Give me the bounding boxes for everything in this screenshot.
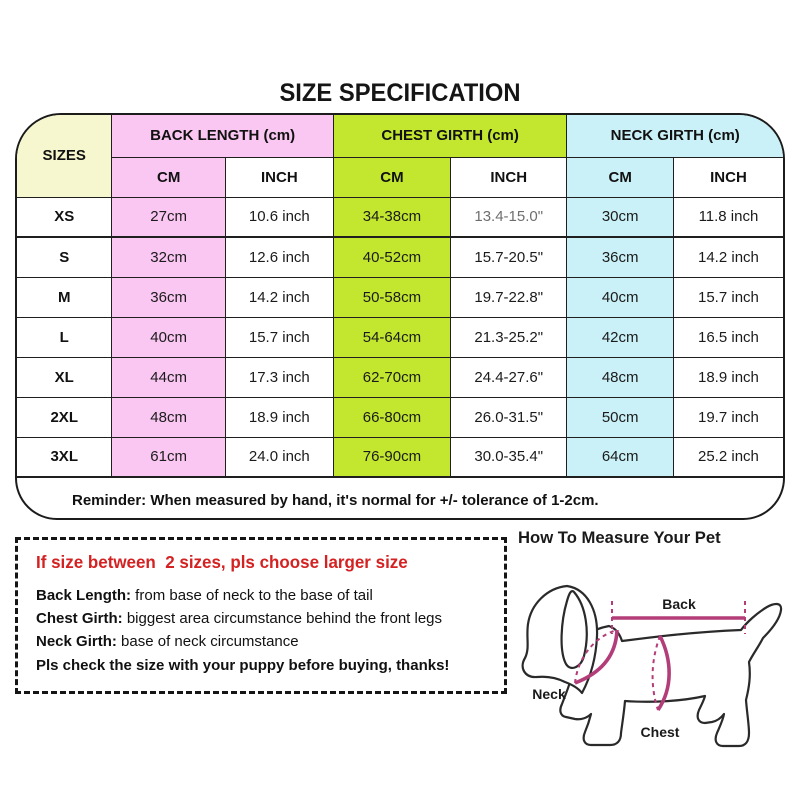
table-row-xl: [17, 357, 783, 397]
value-cell: 40-52cm: [333, 237, 450, 277]
chest-label: Chest: [640, 724, 680, 740]
measure-guide-title: How To Measure Your Pet: [518, 528, 721, 547]
back-cm-subheader: CM: [112, 157, 225, 197]
value-cell: 17.3 inch: [225, 357, 333, 397]
value-cell: 44cm: [112, 357, 225, 397]
value-cell: 18.9 inch: [225, 397, 333, 437]
value-cell: 48cm: [567, 357, 673, 397]
page-title: SIZE SPECIFICATION: [279, 79, 521, 107]
size-cell: S: [17, 237, 112, 277]
neck-label: Neck: [532, 686, 566, 702]
neck-girth-header-cell: NECK GIRTH (cm): [567, 115, 783, 157]
definition-desc: base of neck circumstance: [116, 633, 299, 650]
value-cell: 61cm: [112, 437, 225, 477]
sizing-note-box: [15, 537, 507, 694]
reminder-row: [17, 477, 783, 520]
value-cell: 14.2 inch: [673, 237, 783, 277]
table-group-header-row: [17, 115, 783, 157]
value-cell: 13.4-15.0": [451, 197, 567, 237]
reminder-text: Reminder: When measured by hand, it's normal for +/- tolerance of 1-2cm.: [17, 477, 783, 520]
back-label: Back: [662, 596, 696, 612]
value-cell: 36cm: [567, 237, 673, 277]
value-cell: 32cm: [112, 237, 225, 277]
neck-girth-definition: [36, 630, 488, 653]
value-cell: 36cm: [112, 277, 225, 317]
back-length-header-cell: BACK LENGTH (cm): [112, 115, 333, 157]
value-cell: 18.9 inch: [673, 357, 783, 397]
value-cell: 64cm: [567, 437, 673, 477]
size-table-container: [15, 113, 785, 520]
value-cell: 48cm: [112, 397, 225, 437]
size-table: [17, 115, 783, 520]
value-cell: 10.6 inch: [225, 197, 333, 237]
value-cell: 54-64cm: [333, 317, 450, 357]
value-cell: 27cm: [112, 197, 225, 237]
value-cell: 40cm: [112, 317, 225, 357]
size-cell: M: [17, 277, 112, 317]
value-cell: 19.7-22.8": [451, 277, 567, 317]
value-cell: 21.3-25.2": [451, 317, 567, 357]
value-cell: 11.8 inch: [673, 197, 783, 237]
definition-term: Chest Girth:: [36, 610, 123, 627]
back-inch-subheader: INCH: [225, 157, 333, 197]
value-cell: 15.7-20.5": [451, 237, 567, 277]
value-cell: 34-38cm: [333, 197, 450, 237]
value-cell: 30.0-35.4": [451, 437, 567, 477]
value-cell: 26.0-31.5": [451, 397, 567, 437]
value-cell: 66-80cm: [333, 397, 450, 437]
chest-girth-definition: [36, 607, 488, 630]
size-cell: 2XL: [17, 397, 112, 437]
value-cell: 16.5 inch: [673, 317, 783, 357]
value-cell: 62-70cm: [333, 357, 450, 397]
neck-inch-subheader: INCH: [673, 157, 783, 197]
size-cell: XL: [17, 357, 112, 397]
value-cell: 40cm: [567, 277, 673, 317]
value-cell: 24.0 inch: [225, 437, 333, 477]
back-length-definition: [36, 584, 488, 607]
sizes-header-cell: SIZES: [17, 115, 112, 197]
size-cell: L: [17, 317, 112, 357]
table-row-s: [17, 237, 783, 277]
value-cell: 50-58cm: [333, 277, 450, 317]
value-cell: 12.6 inch: [225, 237, 333, 277]
table-subheader-row: [17, 157, 783, 197]
size-warning-text: If size between 2 sizes, pls choose larger size: [36, 552, 408, 572]
value-cell: 76-90cm: [333, 437, 450, 477]
value-cell: 14.2 inch: [225, 277, 333, 317]
size-cell: XS: [17, 197, 112, 237]
definition-desc: biggest area circumstance behind the front legs: [122, 610, 443, 627]
chest-cm-subheader: CM: [333, 157, 450, 197]
neck-cm-subheader: CM: [567, 157, 673, 197]
measurement-definitions: [36, 584, 488, 677]
value-cell: 25.2 inch: [673, 437, 783, 477]
value-cell: 15.7 inch: [225, 317, 333, 357]
table-row-3xl: [17, 437, 783, 477]
table-row-l: [17, 317, 783, 357]
check-size-note: Pls check the size with your puppy before buying, thanks!: [36, 657, 450, 674]
chest-inch-subheader: INCH: [451, 157, 567, 197]
definition-term: Back Length:: [36, 587, 132, 604]
table-row-2xl: [17, 397, 783, 437]
definition-term: Neck Girth:: [36, 633, 117, 650]
table-row-xs: [17, 197, 783, 237]
dog-measurement-diagram-icon: [513, 568, 798, 780]
chest-girth-header-cell: CHEST GIRTH (cm): [333, 115, 567, 157]
value-cell: 30cm: [567, 197, 673, 237]
value-cell: 15.7 inch: [673, 277, 783, 317]
value-cell: 19.7 inch: [673, 397, 783, 437]
value-cell: 50cm: [567, 397, 673, 437]
size-cell: 3XL: [17, 437, 112, 477]
value-cell: 24.4-27.6": [451, 357, 567, 397]
value-cell: 42cm: [567, 317, 673, 357]
table-row-m: [17, 277, 783, 317]
definition-desc: from base of neck to the base of tail: [131, 587, 373, 604]
